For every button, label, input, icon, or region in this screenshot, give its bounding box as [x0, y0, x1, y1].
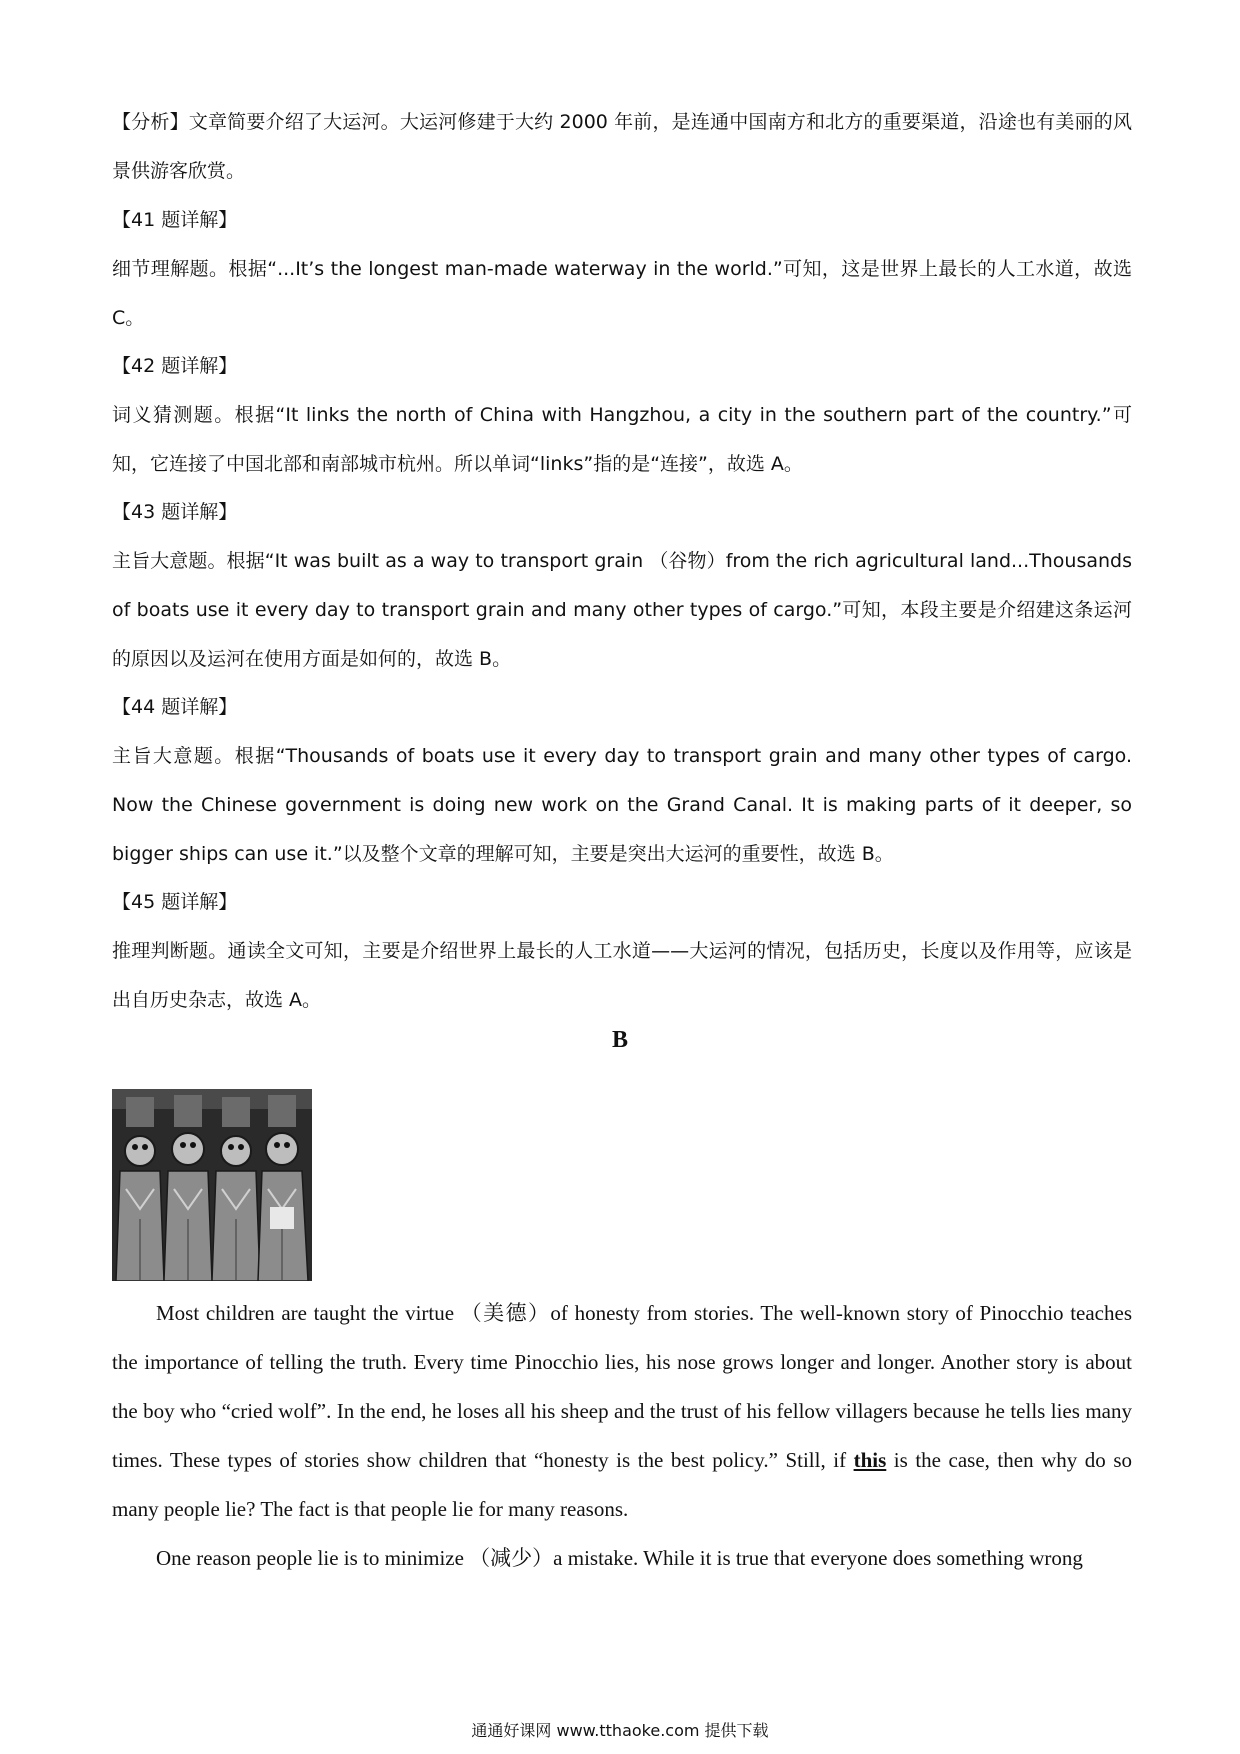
- q42-heading: 【42 题详解】: [112, 355, 238, 377]
- q45-heading: 【45 题详解】: [112, 891, 238, 913]
- q44-explanation: 主旨大意题。根据“Thousands of boats use it every day to transport grain and many other types of cargo. Now the Chinese government is doing new work on the Grand Canal. It is making parts of it deeper, so bigger ships can use it.”以及整个文章的理解可知，主要是突出大运河的重要性，故选 B。: [112, 745, 1132, 865]
- footer-note: 通通好课网 www.tthaoke.com 提供下载: [471, 1721, 769, 1740]
- section-letter: B: [611, 1027, 628, 1053]
- puppets-photo: [112, 1089, 312, 1281]
- q42-explanation: 词义猜测题。根据“It links the north of China with Hangzhou, a city in the southern part of the country.”可知，它连接了中国北部和南部城市杭州。所以单词“links”指的是“连接”，故选 A。: [112, 404, 1132, 475]
- q45-explanation: 推理判断题。通读全文可知，主要是介绍世界上最长的人工水道——大运河的情况，包括历史，长度以及作用等，应该是出自历史杂志，故选 A。: [112, 940, 1132, 1011]
- q41-heading: 【41 题详解】: [112, 209, 238, 231]
- passage-paragraph-2: One reason people lie is to minimize （减少）a mistake. While it is true that everyone does something wrong: [156, 1546, 1083, 1570]
- passage-p1-text-before: Most children are taught the virtue （美德）of honesty from stories. The well-known story of Pinocchio teaches the importance of telling the truth. Every time Pinocchio lies, his nose grows longer and longer. Another story is about the boy who “cried wolf”. In the end, he loses all his sheep and the trust of his fellow villagers because he tells lies many times. These types of stories show children that “honesty is the best policy.” Still, if: [112, 1301, 1132, 1472]
- passage-p1-text-after: is the case, then why do so many people lie? The fact is that people lie for many reasons.: [112, 1448, 1132, 1521]
- q43-explanation: 主旨大意题。根据“It was built as a way to transport grain （谷物）from the rich agricultural land...Thousands of boats use it every day to transport grain and many other types of cargo.”可知，本段主要是介绍建这条运河的原因以及运河在使用方面是如何的，故选 B。: [112, 550, 1132, 670]
- q41-explanation: 细节理解题。根据“...It’s the longest man-made waterway in the world.”可知，这是世界上最长的人工水道，故选 C。: [112, 258, 1132, 329]
- passage-paragraph-1: [112, 1289, 1132, 1534]
- passage-emphasized-word: this: [853, 1448, 887, 1472]
- analysis-paragraph: 【分析】文章简要介绍了大运河。大运河修建于大约 2000 年前，是连通中国南方和北方的重要渠道，沿途也有美丽的风景供游客欣赏。: [112, 111, 1132, 182]
- q43-heading: 【43 题详解】: [112, 501, 238, 523]
- q44-heading: 【44 题详解】: [112, 696, 238, 718]
